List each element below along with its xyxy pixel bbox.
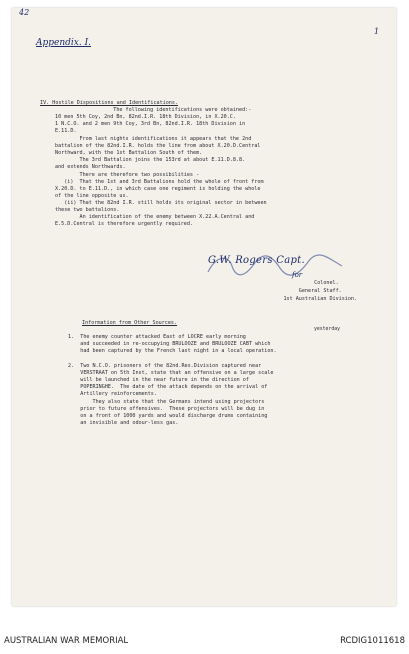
item2-line: an invisible and odour-less gas.: [68, 420, 179, 426]
section-iv-line: Northward, with the 1st Battalion South of them.: [55, 150, 203, 156]
page-corner-number: 42: [19, 8, 30, 17]
insert-yesterday: yesterday: [314, 327, 340, 332]
archive-footer: [0, 614, 409, 654]
section-iv-line: and extends Northwards.: [55, 164, 126, 170]
item2-line: They also state that the Germans intend using projectors: [68, 399, 265, 405]
document-page: [12, 8, 396, 606]
appendix-annotation: Appendix. I.: [36, 38, 91, 48]
signature-line: General Staff.: [262, 288, 342, 294]
section-iv-line: From last nights identifications it appears that the 2nd: [55, 136, 252, 142]
section-iv-line: (ii) That the 82nd I.R. still holds its original sector in between: [55, 200, 267, 206]
item1-line: had been captured by the French last night in a local operation.: [68, 348, 277, 354]
signature-line: Colonel.: [262, 280, 339, 286]
item2-line: 2. Two N.C.O. prisoners of the 82nd.Res.Division captured near: [68, 363, 262, 369]
section-iv-line: 1 N.C.O. and 2 men 9th Coy, 3rd Bn, 82nd.I.R. 18th Division in: [55, 121, 246, 127]
footer-organization: AUSTRALIAN WAR MEMORIAL: [4, 636, 129, 646]
section-iv-line: X.20.D. to E.11.D., in which case one regiment is holding the whole: [55, 186, 261, 192]
signature-handwriting: G.W. Rogers Capt.: [208, 255, 305, 266]
section-iv-line: An identification of the enemy between X.22.A.Central and: [55, 214, 255, 220]
signature-for: for: [292, 271, 303, 279]
section-iv-line: 10 men 5th Coy, 2nd Bn, 82nd.I.R. 18th Division, in X.20.C.: [55, 114, 236, 120]
section-iv-line: of the line opposite us.: [55, 193, 129, 199]
section-iv-line: E.5.D.Central is therefore urgently required.: [55, 221, 194, 227]
item2-line: Artillery reinforcements.: [68, 391, 157, 397]
item2-line: prior to future offensives. These projectors will be dug in: [68, 406, 265, 412]
section-iv-line: There are therefore two possibilities -: [55, 172, 200, 178]
section-iv-line: (i) That the 1st and 3rd Battalions hold the whole of front from: [55, 179, 264, 185]
section-iv-line: these two battalions.: [55, 207, 120, 213]
footer-record-id: RCDIG1011618: [340, 636, 405, 646]
signature-line: 1st Australian Division.: [262, 296, 358, 302]
item1-line: 1. The enemy counter attacked East of LOCRE early morning: [68, 334, 246, 340]
item2-line: VERSTRAAT on 5th Inst, state that an offensive on a large scale: [68, 370, 274, 376]
item2-line: will be launched in the near future in the direction of: [68, 377, 249, 383]
other-sources-heading: Information from Other Sources.: [82, 320, 178, 326]
corner-mark: 1: [374, 27, 380, 36]
item1-line: and succeeded in re-occupying BRULOOZE and BRULOOZE CABT which: [68, 341, 271, 347]
section-iv-line: battalion of the 82nd.I.R. holds the line from about X.20.D.Central: [55, 143, 261, 149]
item2-line: on a front of 1000 yards and would discharge drums containing: [68, 413, 268, 419]
section-iv-line: E.11.D.: [55, 128, 77, 134]
section-iv-line: The following identifications were obtained:-: [55, 107, 252, 113]
item2-line: POPERINGHE. The date of the attack depends on the arrival of: [68, 384, 268, 390]
section-iv-line: The 3rd Battalion joins the 153rd at about E.11.D.8.8.: [55, 157, 246, 163]
section-iv-heading: IV. Hostile Dispositions and Identifications.: [40, 100, 179, 106]
